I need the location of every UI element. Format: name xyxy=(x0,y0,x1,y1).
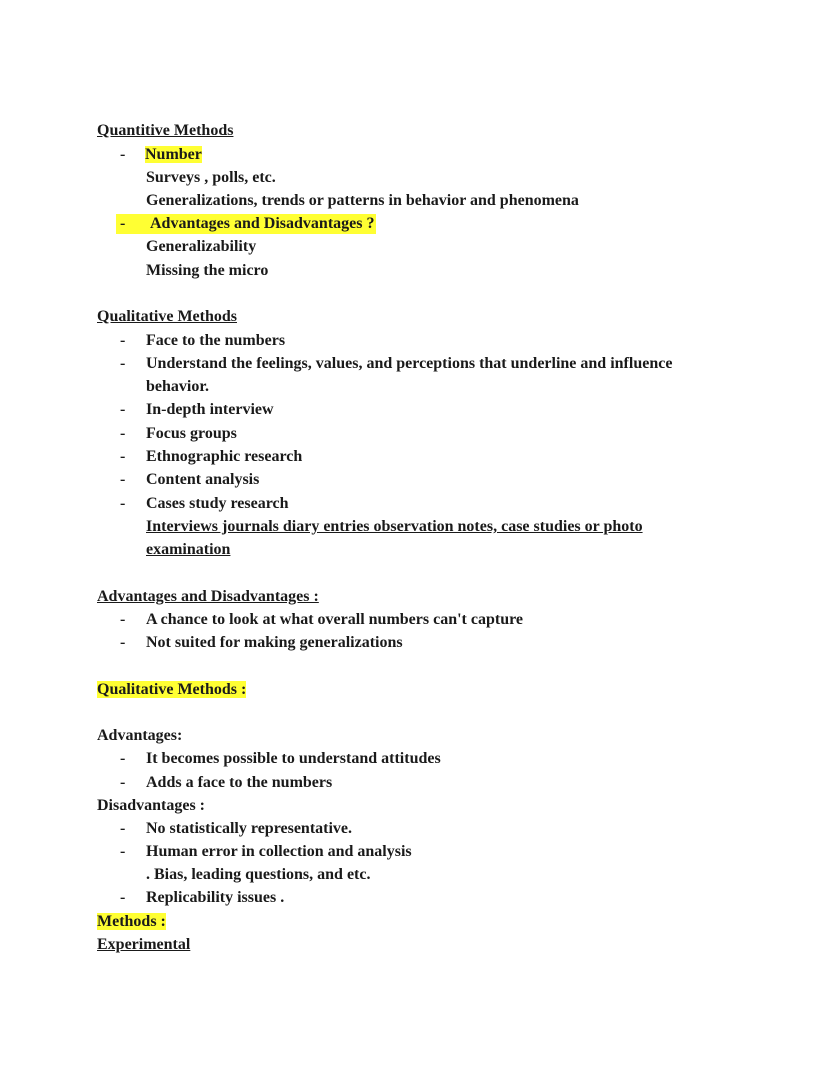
list-item: Ethnographic research xyxy=(146,448,303,465)
bullet-dash: - xyxy=(120,448,126,465)
experimental-heading: Experimental xyxy=(97,936,191,953)
missing-micro-item: Missing the micro xyxy=(146,262,269,279)
bullet-dash: - xyxy=(120,425,126,442)
examples-line-1: Interviews journals diary entries observation notes, case studies or photo xyxy=(146,518,643,535)
list-item: Adds a face to the numbers xyxy=(146,774,333,791)
advantages-label: Advantages: xyxy=(97,727,183,744)
bullet-dash: - xyxy=(120,495,126,512)
adv-disadv-highlight-row xyxy=(116,214,376,234)
list-item: Cases study research xyxy=(146,495,289,512)
bullet-dash: - xyxy=(120,889,126,906)
section-heading-adv-disadv: Advantages and Disadvantages : xyxy=(97,588,319,605)
list-item-continuation: behavior. xyxy=(146,378,209,395)
bullet-dash: - xyxy=(120,750,126,767)
bullet-dash: - xyxy=(120,355,126,372)
list-item: A chance to look at what overall numbers can't capture xyxy=(146,611,524,628)
list-item: Content analysis xyxy=(146,471,260,488)
surveys-item: Surveys , polls, etc. xyxy=(146,169,276,186)
bullet-dash: - xyxy=(120,843,126,860)
number-item: Number xyxy=(145,146,202,163)
bullet-dash: - xyxy=(120,611,126,628)
list-item: Replicability issues . xyxy=(146,889,285,906)
list-item: No statistically representative. xyxy=(146,820,353,837)
list-item: In-depth interview xyxy=(146,401,274,418)
bullet-dash: - xyxy=(120,471,126,488)
list-item: Not suited for making generalizations xyxy=(146,634,403,651)
bullet-dash: - xyxy=(120,774,126,791)
bullet-dash: - xyxy=(120,634,126,651)
bullet-dash: - xyxy=(120,401,126,418)
bullet-dash: - xyxy=(120,820,126,837)
list-item: Focus groups xyxy=(146,425,237,442)
examples-line-2: examination xyxy=(146,541,231,558)
list-item: Human error in collection and analysis xyxy=(146,843,412,860)
bullet-dash: - xyxy=(120,146,126,163)
bullet-dash: - xyxy=(120,332,126,349)
generalizations-item: Generalizations, trends or patterns in behavior and phenomena xyxy=(146,192,579,209)
list-item: It becomes possible to understand attitudes xyxy=(146,750,441,767)
section-heading-qualitative-methods: Qualitative Methods : xyxy=(97,681,247,698)
generalizability-item: Generalizability xyxy=(146,238,257,255)
adv-disadv-question: Advantages and Disadvantages ? xyxy=(150,215,375,232)
list-item-continuation: . Bias, leading questions, and etc. xyxy=(146,866,371,883)
section-heading-methods: Methods : xyxy=(97,913,166,930)
disadvantages-label: Disadvantages : xyxy=(97,797,206,814)
list-item: Face to the numbers xyxy=(146,332,286,349)
section-heading-qualitative: Qualitative Methods xyxy=(97,308,237,325)
bullet-dash: - xyxy=(120,215,126,232)
section-heading-quantitative: Quantitive Methods xyxy=(97,122,234,139)
list-item: Understand the feelings, values, and perceptions that underline and influence xyxy=(146,355,673,372)
